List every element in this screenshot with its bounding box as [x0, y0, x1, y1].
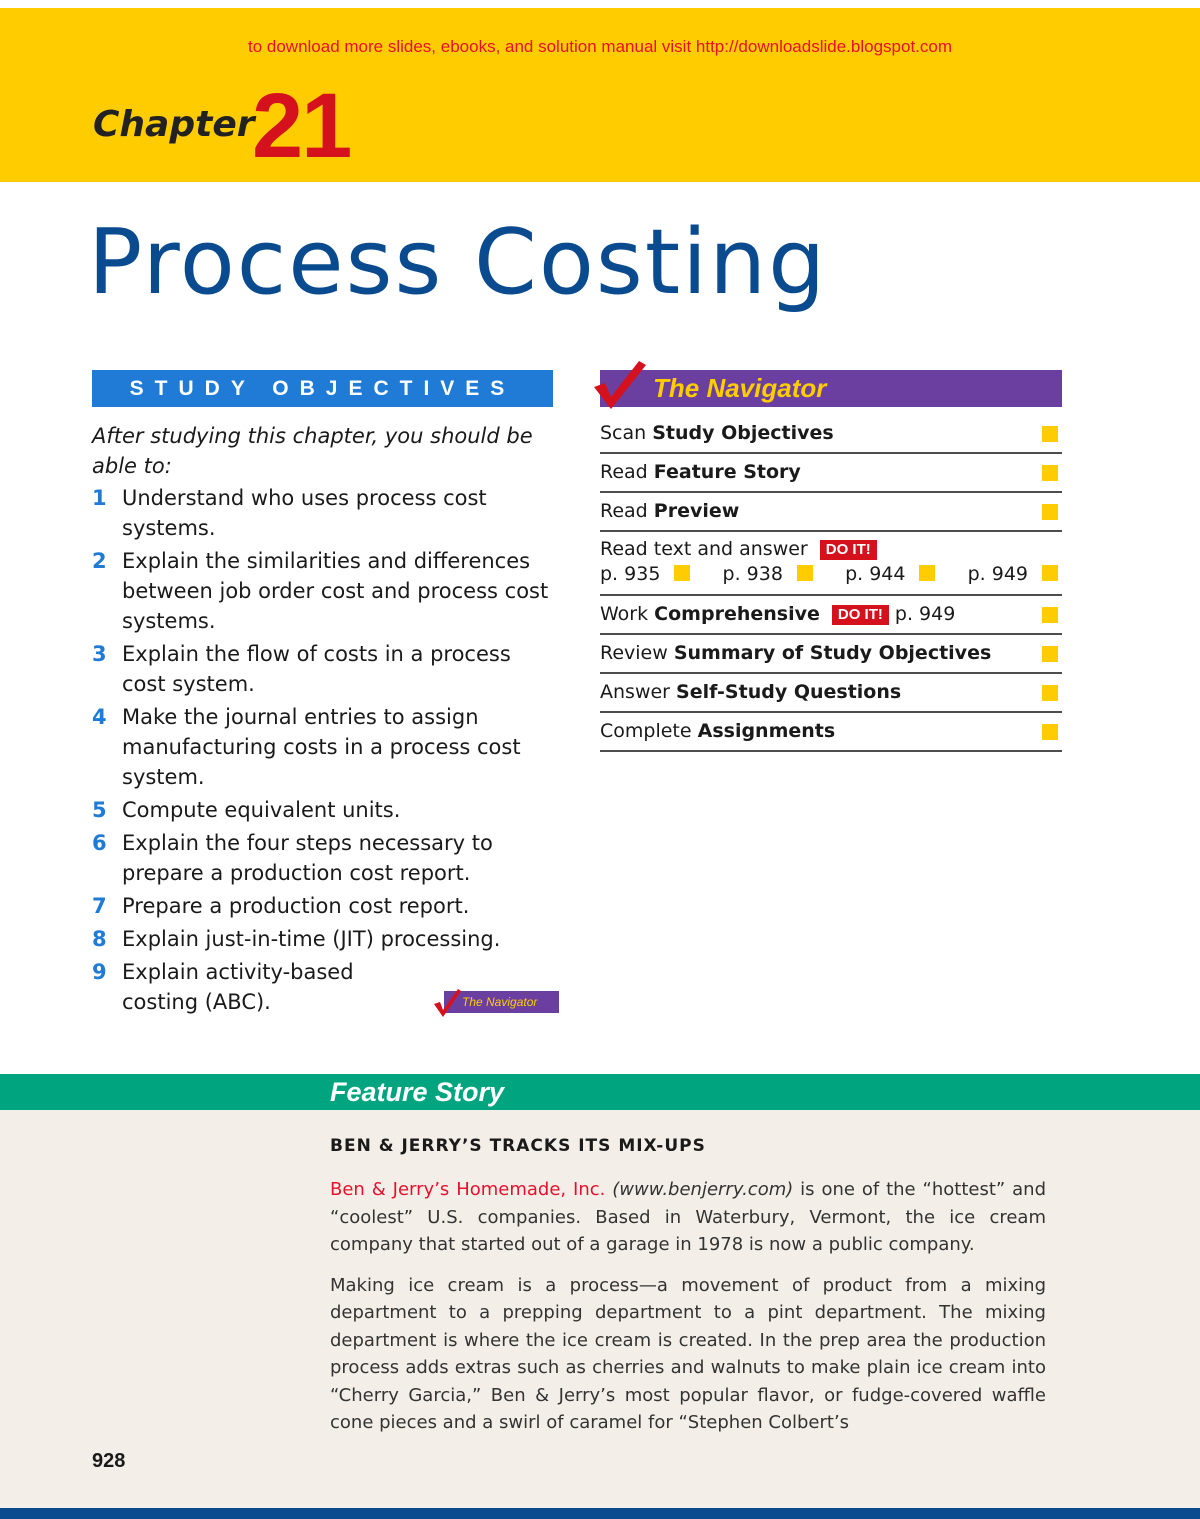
navigator-row-scan-objectives	[600, 415, 1062, 454]
feature-story-body	[330, 1176, 1046, 1450]
objective-number: 9	[92, 960, 107, 984]
navigator-row-comprehensive	[600, 596, 1062, 635]
page-ref	[968, 561, 1058, 587]
checkmark-icon	[432, 988, 462, 1018]
objective-text: Explain activity-based costing (ABC).	[122, 960, 354, 1014]
row-bold: Assignments	[697, 720, 836, 742]
navigator-row-read-text	[600, 532, 1062, 596]
checkmark-icon	[592, 359, 648, 411]
checkbox-square-icon[interactable]	[797, 565, 813, 581]
do-it-pages	[600, 561, 1062, 587]
objective-text: Explain the four steps necessary to prepare a production cost report.	[122, 831, 493, 885]
row-verb: Scan	[600, 422, 647, 444]
page-ref-text: p. 938	[722, 563, 783, 585]
navigator-row-feature-story	[600, 454, 1062, 493]
row-bold: Study Objectives	[652, 422, 834, 444]
feature-story-paragraph	[330, 1176, 1046, 1259]
objective-number: 2	[92, 549, 107, 573]
objective-number: 1	[92, 486, 107, 510]
objective-item	[92, 957, 362, 1017]
do-it-badge: DO IT!	[820, 540, 877, 560]
page-ref-text: p. 935	[600, 563, 661, 585]
objective-item	[92, 795, 552, 825]
row-verb: Review	[600, 642, 668, 664]
row-verb: Complete	[600, 720, 692, 742]
objective-text: Make the journal entries to assign manufacturing costs in a process cost system.	[122, 705, 521, 789]
company-name: Ben & Jerry’s Homemade, Inc.	[330, 1179, 606, 1200]
checkbox-square-icon[interactable]	[1042, 724, 1058, 740]
row-bold: Self-Study Questions	[676, 681, 902, 703]
checkbox-square-icon[interactable]	[919, 565, 935, 581]
checkbox-square-icon[interactable]	[1042, 685, 1058, 701]
objective-item	[92, 639, 552, 699]
page-ref	[723, 561, 813, 587]
study-objectives-intro: After studying this chapter, you should be able to:	[92, 424, 533, 478]
feature-story-bar	[0, 1074, 1200, 1110]
objective-text: Prepare a production cost report.	[122, 894, 470, 918]
company-url: (www.benjerry.com)	[612, 1179, 794, 1200]
page-number: 928	[92, 1450, 126, 1472]
objective-number: 3	[92, 642, 107, 666]
checkbox-square-icon[interactable]	[1042, 565, 1058, 581]
navigator-row-summary	[600, 635, 1062, 674]
chapter-banner	[0, 8, 1200, 182]
checkbox-square-icon[interactable]	[1042, 504, 1058, 520]
feature-story-paragraph: Making ice cream is a process—a movement of product from a mixing department to a prepping department to a pint department. The mixing department is where the ice cream is created. In the prep area the production process adds extras such as cherries and walnuts to make plain ice cream into “Cherry Garcia,” Ben & Jerry’s most popular flavor, or fudge-covered waffle cone pieces and a swirl of caramel for “Stephen Colbert’s	[330, 1274, 1046, 1433]
objective-number: 5	[92, 798, 107, 822]
page-ref-text: p. 944	[845, 563, 906, 585]
checkbox-square-icon[interactable]	[1042, 465, 1058, 481]
objective-number: 6	[92, 831, 107, 855]
objective-item	[92, 828, 552, 888]
objective-text: Compute equivalent units.	[122, 798, 401, 822]
row-verb: Read text and answer	[600, 538, 808, 560]
navigator-row-preview	[600, 493, 1062, 532]
bottom-rule	[0, 1508, 1200, 1519]
row-verb: Read	[600, 500, 648, 522]
do-it-badge: DO IT!	[832, 605, 889, 625]
objective-item	[92, 702, 552, 792]
chapter-word: Chapter	[93, 104, 255, 145]
row-verb: Answer	[600, 681, 670, 703]
checkbox-square-icon[interactable]	[1042, 607, 1058, 623]
study-objectives-header: STUDY OBJECTIVES	[92, 370, 553, 407]
row-bold: Comprehensive	[654, 603, 820, 625]
mini-navigator-label: The Navigator	[444, 991, 559, 1013]
row-suffix: p. 949	[894, 603, 956, 625]
navigator-header	[600, 370, 1062, 407]
objective-number: 4	[92, 705, 107, 729]
paragraph-text: is one of the “hottest” and “coolest” U.S. companies. Based in Waterbury, Vermont, the ice cream company that started out of a garage in 1978 is now a public company.	[330, 1179, 1046, 1255]
objective-item	[92, 483, 552, 543]
row-verb: Read	[600, 461, 648, 483]
objective-text: Explain the flow of costs in a process cost system.	[122, 642, 511, 696]
row-bold: Preview	[653, 500, 740, 522]
page-ref-text: p. 949	[967, 563, 1028, 585]
mini-navigator-badge	[432, 988, 560, 1016]
navigator-row-self-study	[600, 674, 1062, 713]
chapter-title: Process Costing	[88, 210, 828, 315]
checkbox-square-icon[interactable]	[1042, 646, 1058, 662]
objective-text: Explain just-in-time (JIT) processing.	[122, 927, 501, 951]
objective-number: 8	[92, 927, 107, 951]
page-ref	[845, 561, 935, 587]
checkbox-square-icon[interactable]	[674, 565, 690, 581]
study-objectives-list	[92, 483, 552, 1020]
navigator-checklist	[600, 415, 1062, 752]
objective-number: 7	[92, 894, 107, 918]
objective-text: Explain the similarities and differences between job order cost and process cost systems.	[122, 549, 549, 633]
page-ref	[600, 561, 690, 587]
feature-story-heading: BEN & JERRY’S TRACKS ITS MIX-UPS	[330, 1136, 706, 1156]
feature-story-label: Feature Story	[330, 1077, 505, 1107]
row-bold: Feature Story	[653, 461, 801, 483]
download-note: to download more slides, ebooks, and solution manual visit http://downloadslide.blogspot.com	[247, 37, 953, 56]
row-verb: Work	[600, 603, 649, 625]
navigator-title: The Navigator	[653, 373, 827, 403]
chapter-number: 21	[252, 75, 351, 177]
objective-text: Understand who uses process cost systems.	[122, 486, 487, 540]
objective-item	[92, 924, 552, 954]
objective-item	[92, 546, 552, 636]
navigator-row-assignments	[600, 713, 1062, 752]
row-bold: Summary of Study Objectives	[673, 642, 992, 664]
objective-item	[92, 891, 552, 921]
checkbox-square-icon[interactable]	[1042, 426, 1058, 442]
